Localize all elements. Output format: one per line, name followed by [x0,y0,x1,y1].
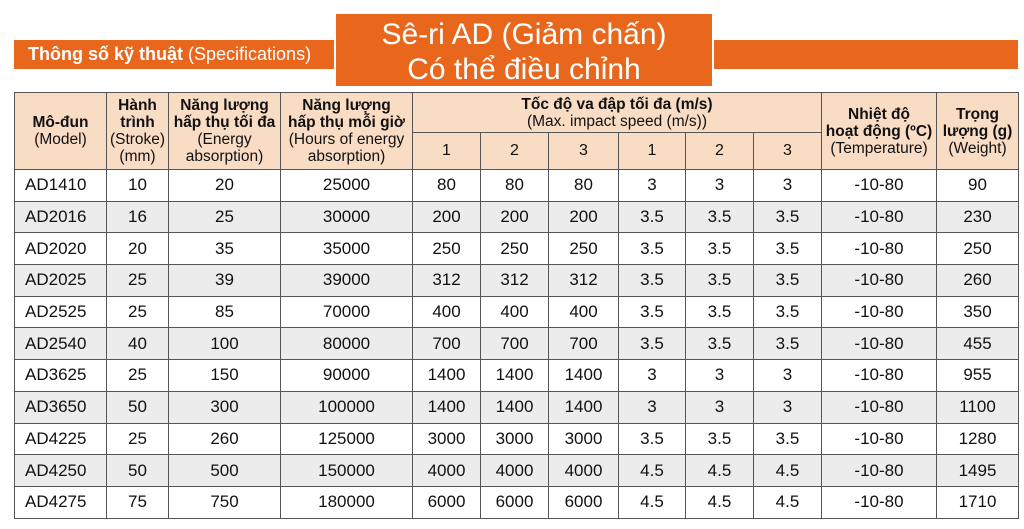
table-cell: 80 [481,170,549,202]
table-cell: 85 [169,296,281,328]
table-cell: 39 [169,265,281,297]
table-cell: 4000 [413,455,481,487]
table-cell: 200 [413,201,481,233]
table-cell: -10-80 [822,328,937,360]
table-cell: 50 [107,391,169,423]
table-cell: 25 [107,360,169,392]
table-cell: 700 [413,328,481,360]
table-cell: 3 [686,170,754,202]
header-energy: Năng lượng hấp thụ tối đa (Energy absorption) [169,93,281,170]
table-cell: 3 [619,170,686,202]
table-cell: 3.5 [619,423,686,455]
table-cell: 6000 [413,486,481,518]
model-cell: AD1410 [15,170,107,202]
table-row [15,486,1019,518]
table-row [15,233,1019,265]
table-cell: 3.5 [754,201,822,233]
table-cell: 125000 [281,423,413,455]
header-weight: Trọng lượng (g) (Weight) [937,93,1019,170]
table-cell: 500 [169,455,281,487]
table-cell: 6000 [481,486,549,518]
table-cell: 75 [107,486,169,518]
table-cell: 3 [686,360,754,392]
table-cell: 1100 [937,391,1019,423]
table-cell: 3.5 [754,265,822,297]
table-cell: 700 [549,328,619,360]
header-speed-sub: 3 [754,133,822,170]
model-cell: AD2020 [15,233,107,265]
table-cell: 3.5 [619,265,686,297]
table-cell: 3.5 [686,328,754,360]
table-cell: 250 [413,233,481,265]
table-cell: -10-80 [822,170,937,202]
table-cell: 3.5 [754,423,822,455]
table-cell: 312 [413,265,481,297]
table-cell: 3000 [413,423,481,455]
table-cell: 50 [107,455,169,487]
table-cell: 35000 [281,233,413,265]
table-cell: 35 [169,233,281,265]
table-cell: 3.5 [686,201,754,233]
header-speed-sub: 1 [619,133,686,170]
table-row [15,296,1019,328]
table-cell: 3.5 [754,296,822,328]
header-speed-sub: 2 [481,133,549,170]
table-body [15,170,1019,519]
table-cell: 3 [754,391,822,423]
table-cell: -10-80 [822,296,937,328]
model-cell: AD3625 [15,360,107,392]
series-title-box [334,12,714,88]
table-row [15,328,1019,360]
table-cell: 400 [413,296,481,328]
table-cell: 3 [619,360,686,392]
table-cell: 6000 [549,486,619,518]
table-cell: 4.5 [754,455,822,487]
table-cell: 250 [481,233,549,265]
table-cell: -10-80 [822,360,937,392]
table-cell: 4000 [481,455,549,487]
table-cell: 16 [107,201,169,233]
table-cell: 4.5 [686,486,754,518]
table-cell: 3000 [481,423,549,455]
table-cell: 100 [169,328,281,360]
model-cell: AD3650 [15,391,107,423]
table-cell: 200 [481,201,549,233]
table-cell: 1400 [413,391,481,423]
table-cell: 90 [937,170,1019,202]
model-cell: AD2540 [15,328,107,360]
table-cell: 3.5 [619,296,686,328]
spec-label-en: (Specifications) [188,44,312,64]
table-cell: 1400 [481,360,549,392]
header-stroke: Hành trình (Stroke) (mm) [107,93,169,170]
table-cell: 260 [169,423,281,455]
model-cell: AD4275 [15,486,107,518]
table-cell: 25 [107,296,169,328]
table-cell: 30000 [281,201,413,233]
table-cell: 4000 [549,455,619,487]
table-cell: 3 [754,170,822,202]
model-cell: AD2525 [15,296,107,328]
table-cell: 70000 [281,296,413,328]
table-cell: 1495 [937,455,1019,487]
table-cell: 4.5 [686,455,754,487]
header-speed-sub: 3 [549,133,619,170]
table-cell: 455 [937,328,1019,360]
table-cell: 25 [107,265,169,297]
table-cell: 4.5 [619,455,686,487]
table-cell: 150 [169,360,281,392]
model-cell: AD2016 [15,201,107,233]
table-cell: 300 [169,391,281,423]
table-cell: 25 [169,201,281,233]
table-cell: -10-80 [822,391,937,423]
model-cell: AD4250 [15,455,107,487]
table-cell: 3 [754,360,822,392]
table-row [15,360,1019,392]
spec-label [28,40,311,69]
table-cell: 3.5 [686,265,754,297]
table-row [15,455,1019,487]
table-cell: 700 [481,328,549,360]
table-cell: 3.5 [686,296,754,328]
table-cell: 3.5 [686,233,754,265]
table-cell: -10-80 [822,455,937,487]
table-cell: 3.5 [619,201,686,233]
table-cell: 1400 [549,360,619,392]
table-cell: 250 [937,233,1019,265]
table-cell: 3 [686,391,754,423]
series-title-line1: Sê-ri AD (Giảm chấn) [381,18,667,51]
table-cell: 1400 [549,391,619,423]
table-cell: 90000 [281,360,413,392]
table-cell: 4.5 [619,486,686,518]
model-cell: AD2025 [15,265,107,297]
header-model: Mô-đun (Model) [15,93,107,170]
table-cell: 400 [481,296,549,328]
table-cell: 312 [549,265,619,297]
table-cell: 260 [937,265,1019,297]
table-cell: -10-80 [822,486,937,518]
table-row [15,265,1019,297]
table-header [15,93,1019,170]
header-hours: Năng lượng hấp thụ mỗi giờ (Hours of energy absorption) [281,93,413,170]
table-cell: 200 [549,201,619,233]
spec-table [14,92,1019,519]
table-cell: 10 [107,170,169,202]
table-row [15,170,1019,202]
table-cell: 3000 [549,423,619,455]
table-cell: 25000 [281,170,413,202]
table-cell: 180000 [281,486,413,518]
table-cell: -10-80 [822,233,937,265]
table-cell: 750 [169,486,281,518]
table-cell: 3.5 [619,328,686,360]
table-cell: 80 [413,170,481,202]
table-row [15,201,1019,233]
table-cell: 3.5 [619,233,686,265]
series-title-line2: Có thể điều chỉnh [407,53,641,86]
table-cell: 20 [169,170,281,202]
table-cell: 1400 [413,360,481,392]
model-cell: AD4225 [15,423,107,455]
table-cell: -10-80 [822,265,937,297]
table-cell: 150000 [281,455,413,487]
table-cell: 4.5 [754,486,822,518]
header-speed-sub: 1 [413,133,481,170]
table-cell: 39000 [281,265,413,297]
table-cell: 400 [549,296,619,328]
table-cell: 350 [937,296,1019,328]
table-cell: 250 [549,233,619,265]
header-temperature: Nhiệt độ hoạt động (ºC) (Temperature) [822,93,937,170]
table-cell: 80000 [281,328,413,360]
table-cell: 40 [107,328,169,360]
table-cell: 1280 [937,423,1019,455]
table-cell: -10-80 [822,201,937,233]
table-cell: 3 [619,391,686,423]
table-cell: 3.5 [686,423,754,455]
table-cell: -10-80 [822,423,937,455]
table-cell: 3.5 [754,233,822,265]
table-cell: 3.5 [754,328,822,360]
spec-label-vi: Thông số kỹ thuật [28,44,183,64]
table-cell: 25 [107,423,169,455]
table-cell: 312 [481,265,549,297]
table-cell: 20 [107,233,169,265]
table-row [15,423,1019,455]
header-speed: Tốc độ va đập tối đa (m/s) (Max. impact speed (m/s)) [413,93,822,133]
header-speed-sub: 2 [686,133,754,170]
table-cell: 1710 [937,486,1019,518]
table-cell: 100000 [281,391,413,423]
table-row [15,391,1019,423]
table-cell: 955 [937,360,1019,392]
table-cell: 80 [549,170,619,202]
table-cell: 230 [937,201,1019,233]
table-cell: 1400 [481,391,549,423]
